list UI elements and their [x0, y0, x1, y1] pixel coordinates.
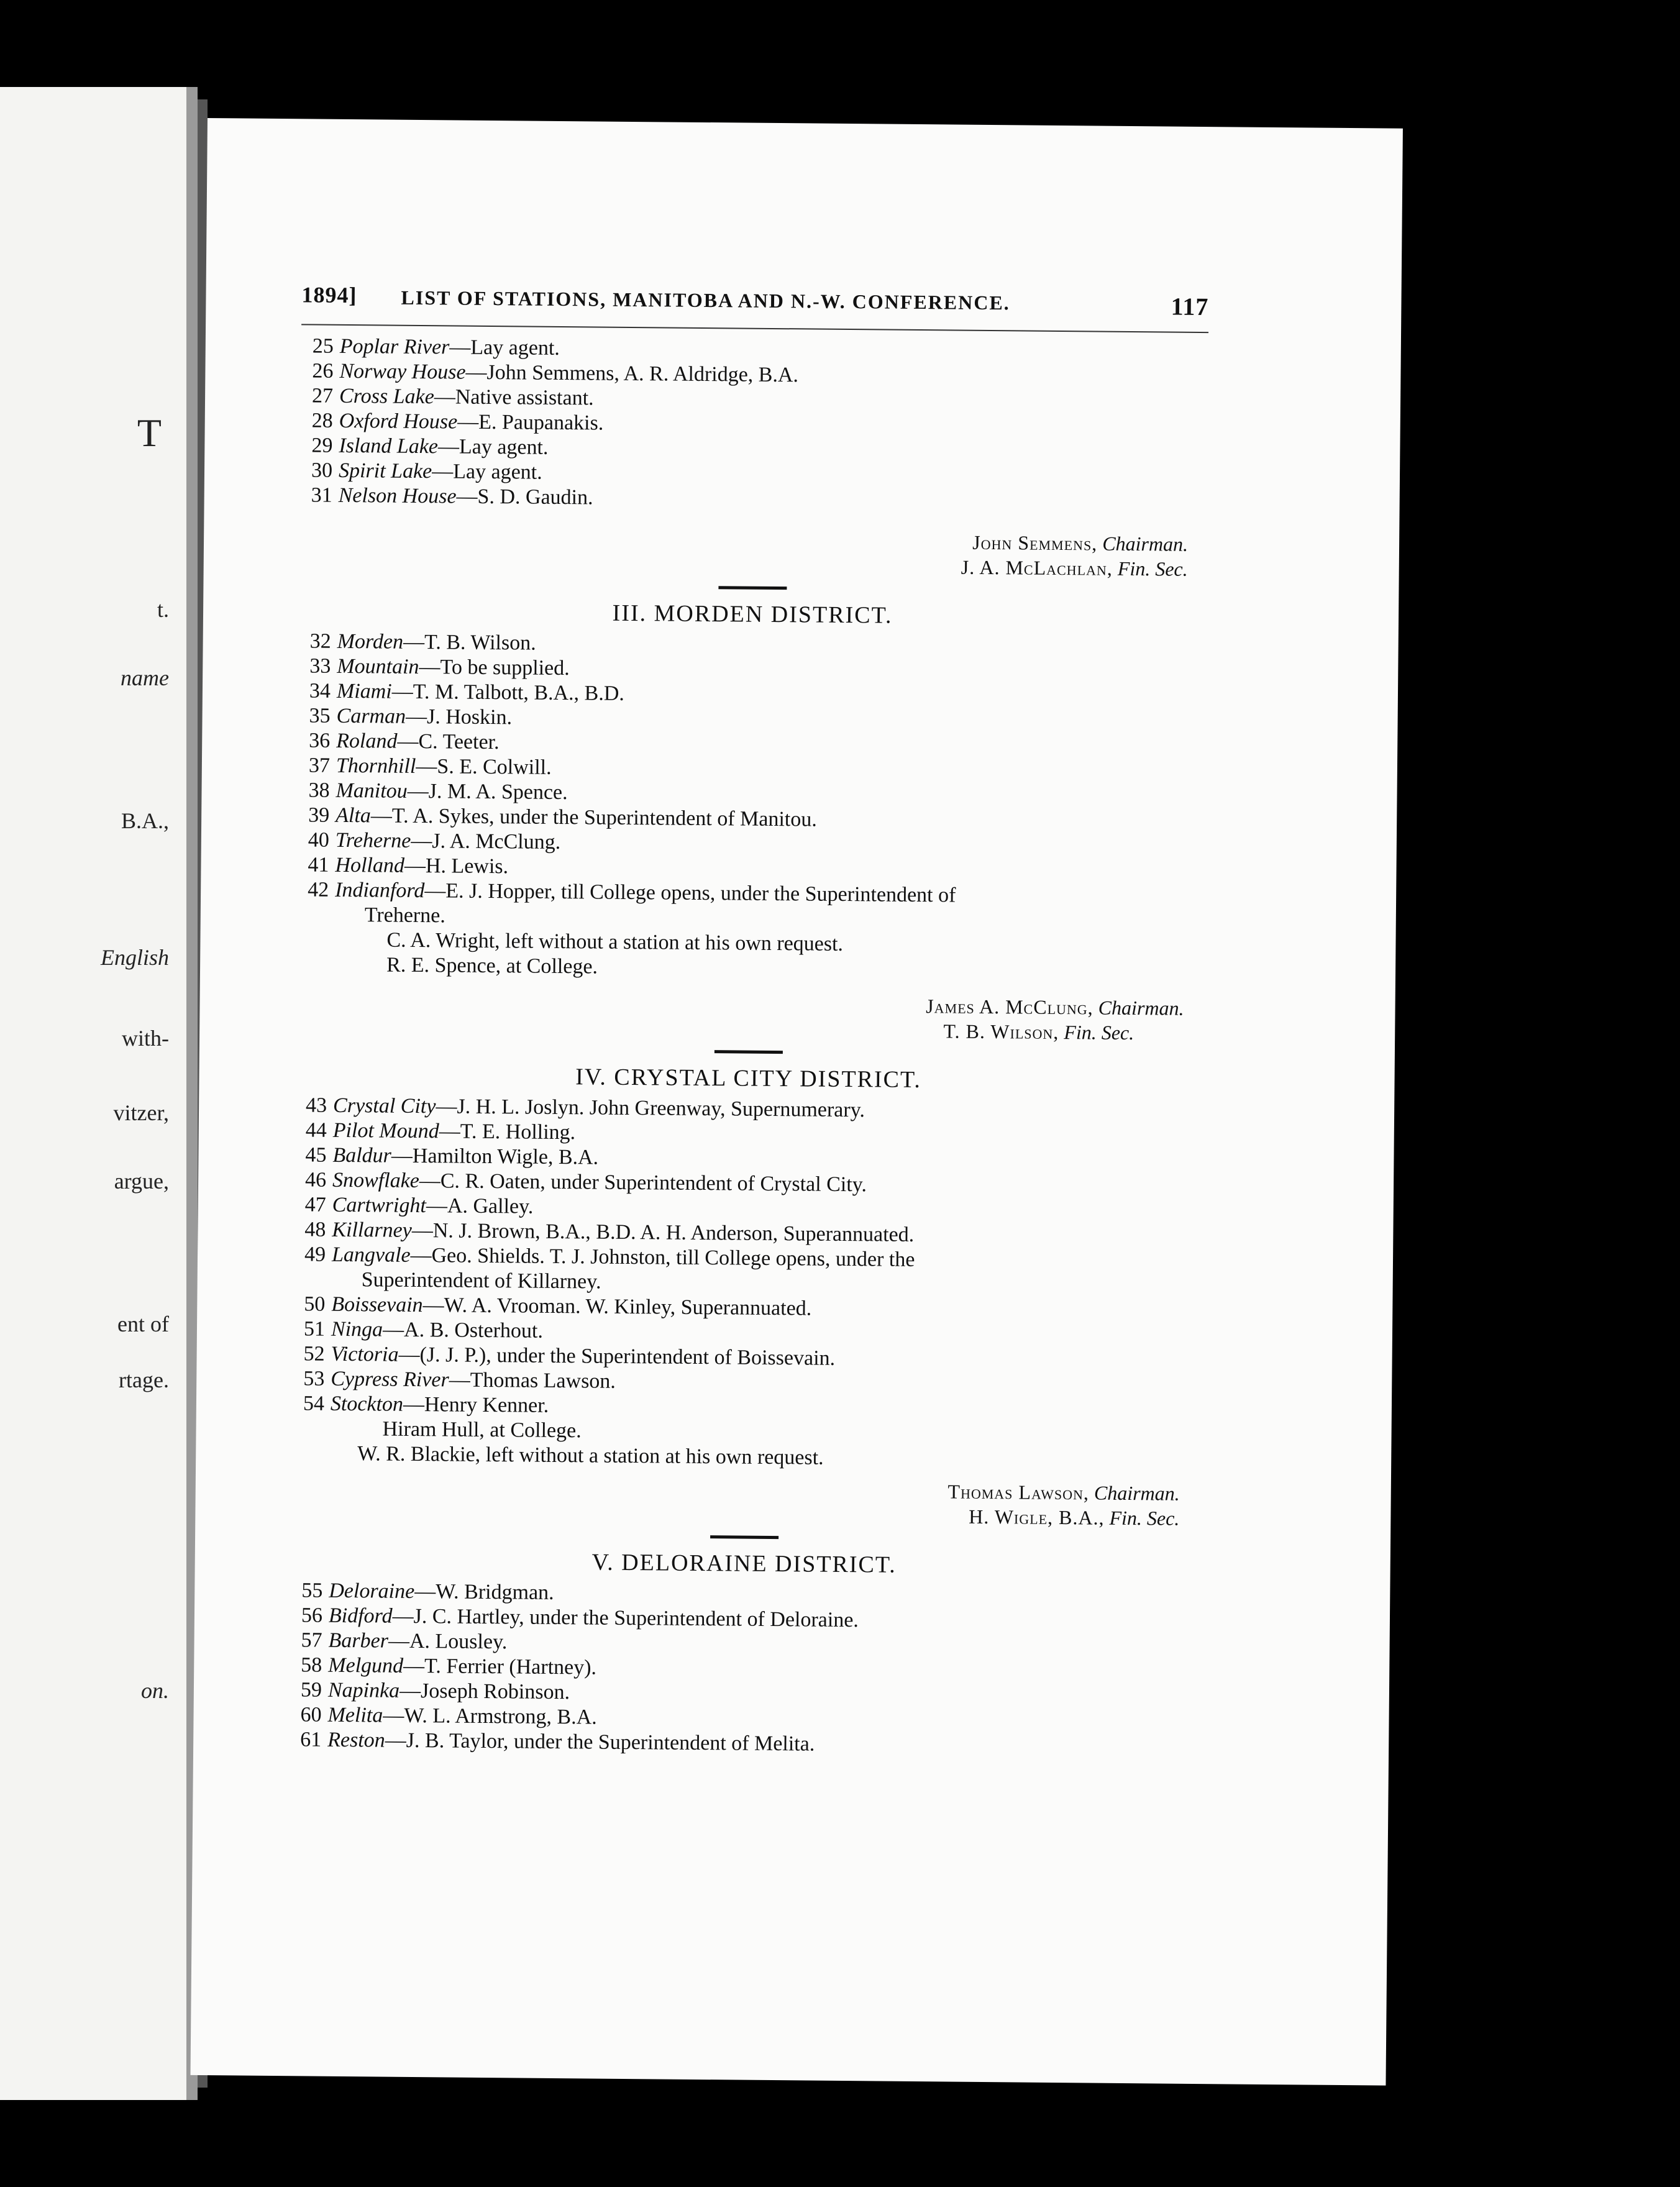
station-entry: 53 Cypress River—Thomas Lawson.: [303, 1367, 616, 1393]
station-entry: 26 Norway House—John Semmens, A. R. Aldridge, B.A.: [312, 359, 799, 387]
station-entry: 25 Poplar River—Lay agent.: [312, 334, 560, 360]
left-page-fragment: B.A.,: [121, 808, 169, 833]
station-entry: 40 Treherne—J. A. McClung.: [308, 828, 561, 854]
station-entry: 41 Holland—H. Lewis.: [308, 853, 509, 879]
left-page-fragment: vitzer,: [113, 1100, 169, 1125]
station-entry: 34 Miami—T. M. Talbott, B.A., B.D.: [309, 679, 625, 705]
station-entry: 48 Killarney—N. J. Brown, B.A., B.D. A. H. Anderson, Superannuated.: [304, 1218, 915, 1246]
left-page-fragment: name: [121, 665, 169, 690]
section-separator: [714, 1050, 783, 1054]
entry-continuation: Superintendent of Killarney.: [361, 1268, 601, 1294]
left-page-fragment: rtage.: [119, 1367, 169, 1392]
left-page-fragment: English: [100, 945, 169, 970]
station-entry: 44 Pilot Mound—T. E. Holling.: [305, 1118, 576, 1144]
chairman-signature: John Semmens, Chairman.: [972, 531, 1189, 555]
left-page-fragment: t.: [157, 597, 169, 622]
page-content: [289, 281, 1209, 1760]
left-page-edge: [0, 87, 198, 2100]
header-year: 1894]: [301, 282, 357, 308]
station-entry: 43 Crystal City—J. H. L. Joslyn. John Greenway, Supernumerary.: [305, 1094, 865, 1122]
station-entry: 57 Barber—A. Lousley.: [301, 1628, 508, 1654]
station-entry: 33 Mountain—To be supplied.: [309, 654, 570, 680]
document-page: [191, 118, 1403, 2086]
header-title: LIST OF STATIONS, MANITOBA AND N.-W. CONFERENCE.: [401, 286, 1010, 314]
left-page-fragment: T: [137, 411, 162, 455]
station-entry: 45 Baldur—Hamilton Wigle, B.A.: [305, 1143, 599, 1169]
secretary-signature: H. Wigle, B.A., Fin. Sec.: [969, 1505, 1180, 1530]
secretary-signature: T. B. Wilson, Fin. Sec.: [943, 1020, 1134, 1044]
left-page-fragment: on.: [141, 1678, 169, 1703]
station-entry: 27 Cross Lake—Native assistant.: [311, 384, 594, 410]
station-entry: 56 Bidford—J. C. Hartley, under the Superintendent of Deloraine.: [301, 1604, 859, 1632]
district-heading: III. MORDEN DISTRICT.: [612, 600, 893, 629]
section-separator: [718, 586, 787, 590]
chairman-signature: James A. McClung, Chairman.: [926, 995, 1184, 1020]
district-heading: IV. CRYSTAL CITY DISTRICT.: [575, 1064, 922, 1094]
section-separator: [710, 1535, 778, 1539]
station-entry: 30 Spirit Lake—Lay agent.: [311, 459, 542, 484]
station-entry: 60 Melita—W. L. Armstrong, B.A.: [300, 1703, 597, 1729]
left-page-fragment: argue,: [114, 1169, 169, 1194]
station-entry: 38 Manitou—J. M. A. Spence.: [308, 778, 568, 805]
secretary-signature: J. A. McLachlan, Fin. Sec.: [961, 555, 1188, 580]
district-note: R. E. Spence, at College.: [386, 953, 598, 979]
station-entry: 31 Nelson House—S. D. Gaudin.: [311, 483, 593, 509]
district-note: C. A. Wright, left without a station at his own request.: [386, 928, 844, 956]
station-entry: 59 Napinka—Joseph Robinson.: [300, 1678, 570, 1704]
left-page-fragment: ent of: [117, 1312, 169, 1336]
district-note: Hiram Hull, at College.: [382, 1417, 582, 1443]
station-entry: 61 Reston—J. B. Taylor, under the Superintendent of Melita.: [300, 1728, 815, 1756]
station-entry: 51 Ninga—A. B. Osterhout.: [303, 1317, 544, 1343]
left-page-fragment: with-: [122, 1026, 169, 1051]
running-header: [301, 281, 1208, 327]
station-entry: 52 Victoria—(J. J. P.), under the Superintendent of Boissevain.: [303, 1342, 836, 1370]
chairman-signature: Thomas Lawson, Chairman.: [947, 1480, 1180, 1505]
station-entry: 58 Melgund—T. Ferrier (Hartney).: [301, 1653, 597, 1679]
district-note: W. R. Blackie, left without a station at his own request.: [357, 1442, 824, 1469]
station-entry: 39 Alta—T. A. Sykes, under the Superintendent of Manitou.: [308, 803, 818, 831]
district-heading: V. DELORAINE DISTRICT.: [591, 1549, 897, 1578]
entry-continuation: Treherne.: [364, 903, 445, 928]
station-entry: 50 Boissevain—W. A. Vrooman. W. Kinley, Superannuated.: [304, 1292, 812, 1320]
station-entry: 36 Roland—C. Teeter.: [309, 729, 500, 754]
station-entry: 32 Morden—T. B. Wilson.: [309, 629, 536, 655]
station-entry: 46 Snowflake—C. R. Oaten, under Superintendent of Crystal City.: [304, 1168, 867, 1197]
district-ii-entries: [300, 334, 1208, 516]
station-entry: 54 Stockton—Henry Kenner.: [303, 1392, 549, 1417]
station-entry: 55 Deloraine—W. Bridgman.: [301, 1579, 554, 1604]
station-entry: 28 Oxford House—E. Paupanakis.: [311, 409, 604, 435]
station-entry: 29 Island Lake—Lay agent.: [311, 434, 549, 459]
station-entry: 47 Cartwright—A. Galley.: [304, 1193, 534, 1218]
station-entry: 35 Carman—J. Hoskin.: [309, 704, 513, 729]
station-entry: 42 Indianford—E. J. Hopper, till College opens, under the Superintendent of: [308, 878, 956, 907]
page-number: 117: [1171, 292, 1209, 321]
station-entry: 37 Thornhill—S. E. Colwill.: [308, 754, 552, 779]
station-entry: 49 Langvale—Geo. Shields. T. J. Johnston, till College opens, under the: [304, 1243, 915, 1272]
